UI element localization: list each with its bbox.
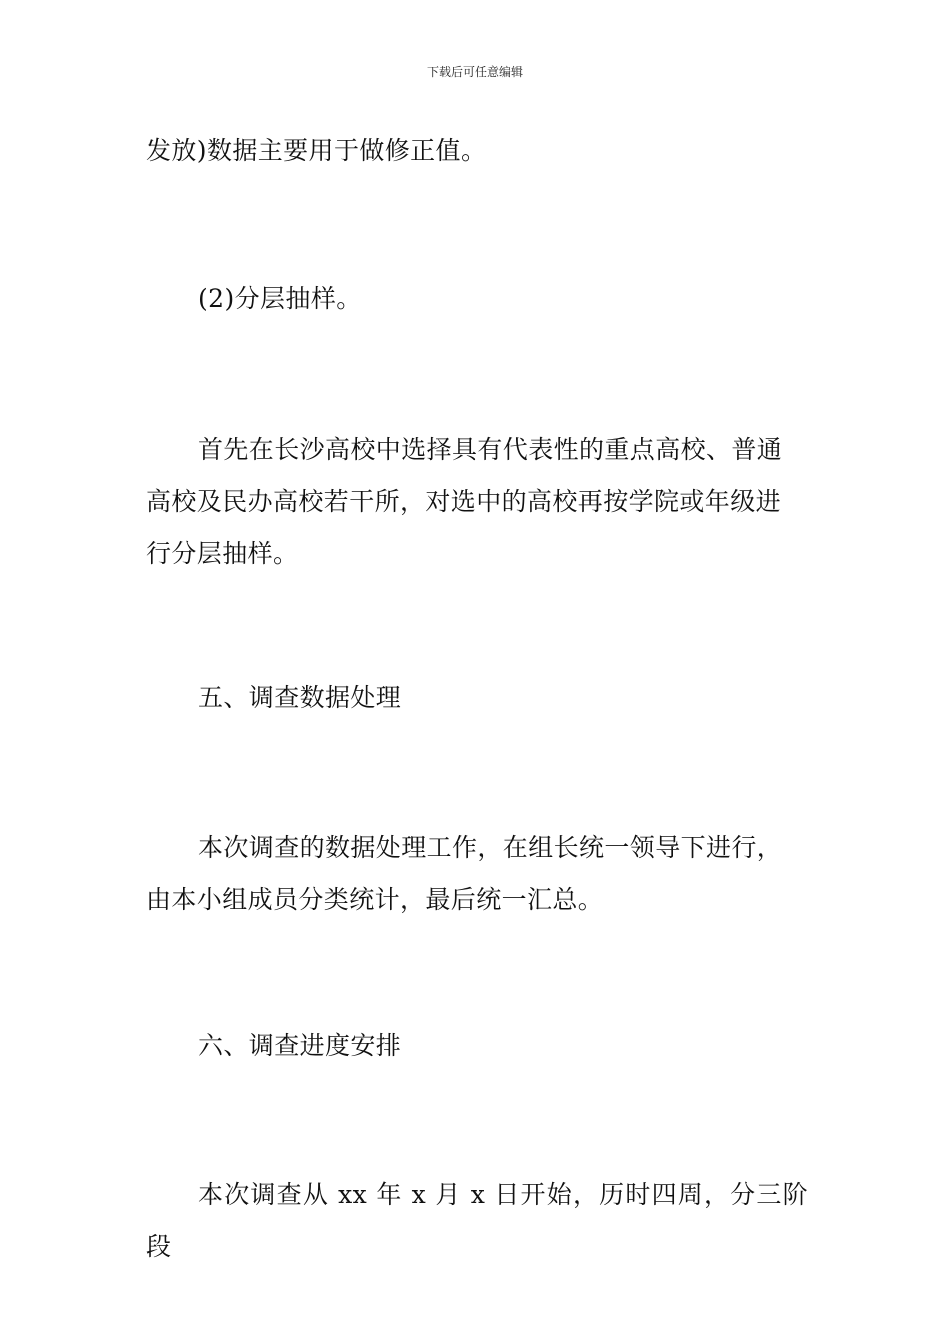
- paragraph-sampling-method: [146, 424, 808, 580]
- paragraph-line: 由本小组成员分类统计，最后统一汇总。: [146, 885, 604, 914]
- section-heading-data-processing: 五、调查数据处理: [198, 683, 402, 712]
- page-header: 下载后可任意编辑: [426, 65, 523, 79]
- paragraph-line: 行分层抽样。: [146, 539, 299, 568]
- paragraph-continuation: 发放)数据主要用于做修正值。: [146, 136, 487, 165]
- paragraph-line: 本次调查的数据处理工作，在组长统一领导下进行，: [198, 833, 783, 862]
- paragraph-line: 高校及民办高校若干所，对选中的高校再按学院或年级进: [146, 487, 782, 516]
- paragraph-schedule: 本次调查从 xx 年 x 月 x 日开始，历时四周，分三阶段: [146, 1180, 808, 1261]
- paragraph-data-processing: [146, 822, 808, 926]
- paragraph-line: 首先在长沙高校中选择具有代表性的重点高校、普通: [198, 435, 783, 464]
- section-heading-schedule: 六、调查进度安排: [198, 1031, 402, 1060]
- subheading-stratified-sampling: (2)分层抽样。: [198, 284, 362, 313]
